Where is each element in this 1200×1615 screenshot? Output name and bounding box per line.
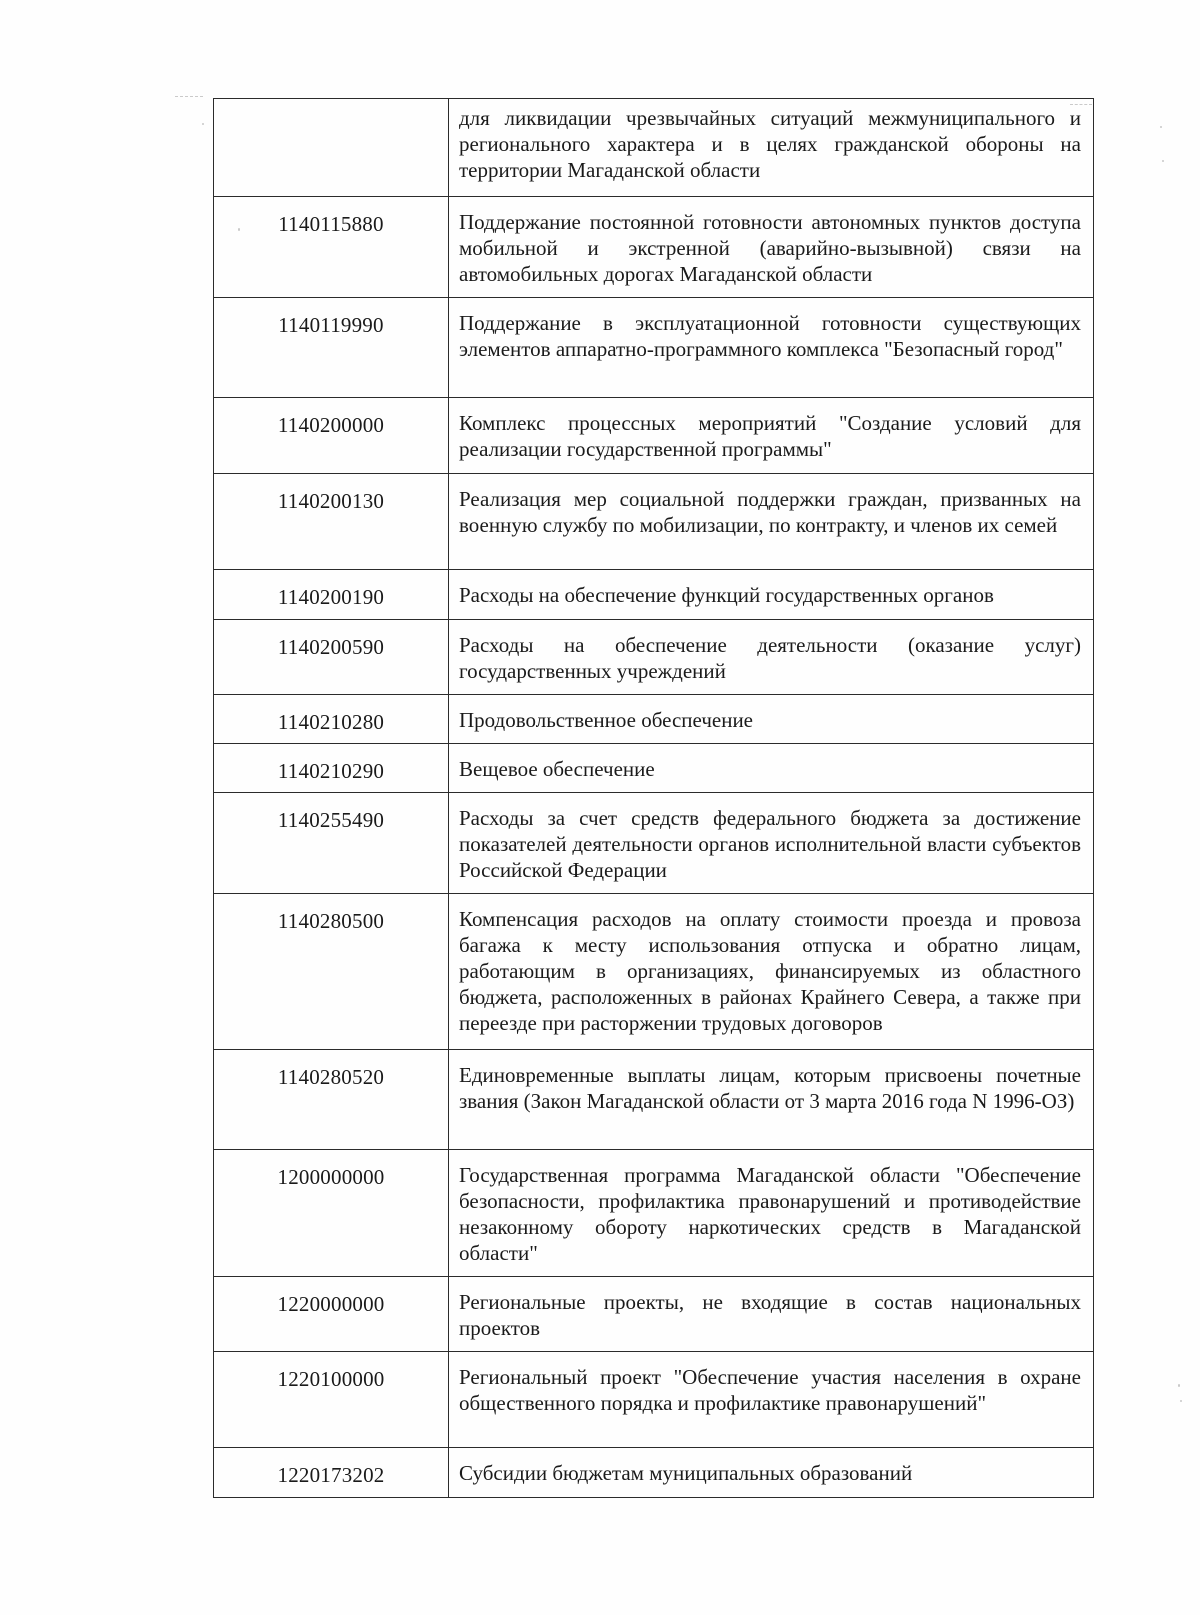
name-cell [449, 1277, 1094, 1352]
name-cell [449, 1448, 1094, 1498]
name-cell [449, 99, 1094, 197]
name-cell [449, 793, 1094, 894]
row-code: 1140115880 [278, 212, 384, 236]
scan-artifact [175, 96, 203, 98]
code-cell [214, 1277, 449, 1352]
table-row [214, 793, 1094, 894]
table-row [214, 1448, 1094, 1498]
code-cell [214, 793, 449, 894]
table-row [214, 744, 1094, 793]
table-row [214, 1277, 1094, 1352]
table-row [214, 197, 1094, 298]
scan-artifact [1178, 1384, 1180, 1387]
row-code: 1140200130 [277, 489, 385, 513]
row-code: 1220000000 [277, 1292, 385, 1316]
row-name: Государственная программа Магаданской области "Обеспечение безопасности, профилактика правонарушений и противодействие незаконному обороту наркотических средств в Магаданской области" [459, 1163, 1081, 1265]
row-name: Расходы на обеспечение деятельности (оказание услуг) государственных учреждений [459, 633, 1081, 683]
row-name: Расходы за счет средств федерального бюджета за достижение показателей деятельности органов исполнительной власти субъектов Российской Федерации [459, 806, 1081, 882]
code-cell [214, 1050, 449, 1150]
table-row [214, 398, 1094, 474]
name-cell [449, 298, 1094, 398]
table-row [214, 1352, 1094, 1448]
row-code: 1140200590 [277, 635, 385, 659]
name-cell [449, 1352, 1094, 1448]
row-name: Продовольственное обеспечение [459, 708, 753, 732]
code-cell [214, 298, 449, 398]
table-row [214, 695, 1094, 744]
row-code: 1220100000 [277, 1367, 385, 1391]
name-cell [449, 1050, 1094, 1150]
name-cell [449, 620, 1094, 695]
row-name: Комплекс процессных мероприятий "Создание условий для реализации государственной программы" [459, 411, 1081, 461]
row-name: Расходы на обеспечение функций государственных органов [459, 583, 994, 607]
table-row [214, 620, 1094, 695]
table-row [214, 1050, 1094, 1150]
row-name: для ликвидации чрезвычайных ситуаций межмуниципального и регионального характера и в целях гражданской обороны на территории Магаданской области [459, 106, 1081, 182]
name-cell [449, 197, 1094, 298]
row-code: 1200000000 [277, 1165, 385, 1189]
code-cell [214, 99, 449, 197]
scan-artifact [202, 123, 204, 125]
code-cell [214, 894, 449, 1050]
row-code: 1140200000 [277, 413, 385, 437]
row-code: 1140280520 [277, 1065, 385, 1089]
code-cell [214, 744, 449, 793]
code-cell [214, 695, 449, 744]
row-code: 1140210280 [277, 710, 385, 734]
table-row [214, 99, 1094, 197]
name-cell [449, 570, 1094, 620]
scan-artifact [1162, 160, 1164, 162]
row-name: Региональный проект "Обеспечение участия населения в охране общественного порядка и профилактике правонарушений" [459, 1365, 1081, 1415]
name-cell [449, 744, 1094, 793]
code-cell [214, 1352, 449, 1448]
table-row [214, 474, 1094, 570]
row-name: Поддержание в эксплуатационной готовности существующих элементов аппаратно-программного комплекса "Безопасный город" [459, 311, 1081, 361]
scan-artifact [1160, 126, 1162, 128]
row-code: 1140280500 [277, 909, 385, 933]
row-code: 1140119990 [278, 313, 384, 337]
table-row [214, 298, 1094, 398]
name-cell [449, 398, 1094, 474]
name-cell [449, 1150, 1094, 1277]
row-code: 1220173202 [277, 1463, 385, 1487]
row-name: Единовременные выплаты лицам, которым присвоены почетные звания (Закон Магаданской области от 3 марта 2016 года N 1996-ОЗ) [459, 1063, 1081, 1113]
row-name: Субсидии бюджетам муниципальных образований [459, 1461, 913, 1485]
row-name: Вещевое обеспечение [459, 757, 655, 781]
code-cell [214, 1150, 449, 1277]
name-cell [449, 474, 1094, 570]
row-name: Поддержание постоянной готовности автономных пунктов доступа мобильной и экстренной (аварийно-вызывной) связи на автомобильных дорогах Магаданской области [459, 210, 1081, 286]
code-cell [214, 620, 449, 695]
name-cell [449, 695, 1094, 744]
row-code: 1140255490 [277, 808, 385, 832]
code-cell [214, 1448, 449, 1498]
code-cell [214, 197, 449, 298]
table-row [214, 1150, 1094, 1277]
row-name: Реализация мер социальной поддержки граждан, призванных на военную службу по мобилизации, по контракту, и членов их семей [459, 487, 1081, 537]
row-name: Компенсация расходов на оплату стоимости проезда и провоза багажа к месту использования отпуска и обратно лицам, работающим в организациях, финансируемых из областного бюджета, расположенных в районах Крайнего Севера, а также при переезде при расторжении трудовых договоров [459, 907, 1081, 1035]
table-row [214, 570, 1094, 620]
code-cell [214, 570, 449, 620]
code-cell [214, 398, 449, 474]
row-code: 1140200190 [277, 585, 385, 609]
budget-codes-table [213, 98, 1094, 1498]
row-code: 1140210290 [277, 759, 385, 783]
code-cell [214, 474, 449, 570]
scan-artifact [1180, 1400, 1182, 1402]
name-cell [449, 894, 1094, 1050]
row-name: Региональные проекты, не входящие в состав национальных проектов [459, 1290, 1081, 1340]
table-row [214, 894, 1094, 1050]
